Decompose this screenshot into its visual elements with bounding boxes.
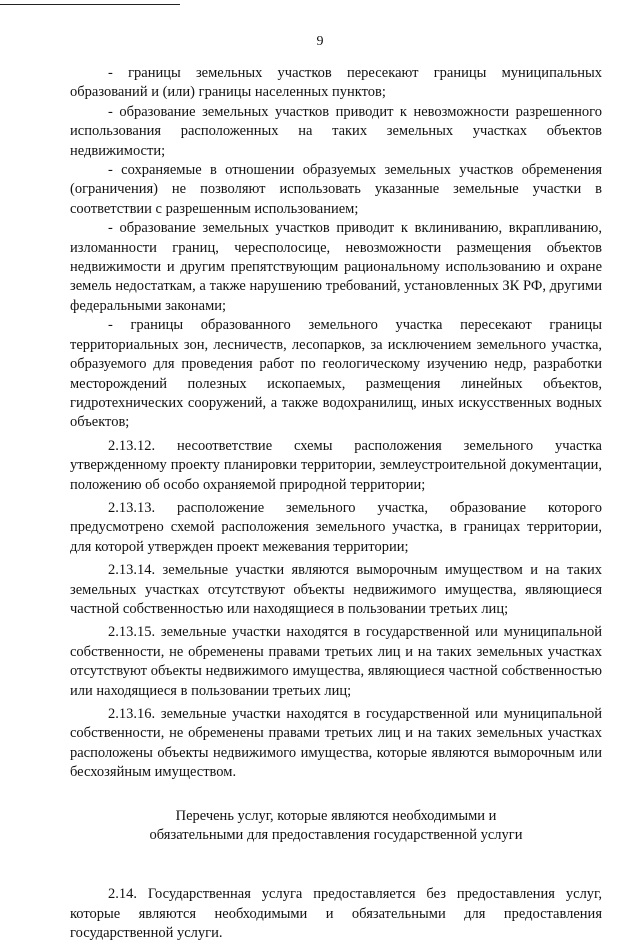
section-heading-line: обязательными для предоставления государственной услуги bbox=[149, 827, 523, 844]
paragraph: - образование земельных участков приводит к вклиниванию, вкрапливанию, изломанности границ, чересполосице, невозможности размещения объектов недвижимости и другим препятствующим рациональному использованию и охране земель недостаткам, а также нарушению требований, установленных ЗК РФ, другими федеральными законами; bbox=[70, 220, 602, 314]
document-body bbox=[70, 64, 602, 944]
paragraph: - границы образованного земельного участка пересекают границы территориальных зон, лесничеств, лесопарков, за исключением земельного участка, образуемого для проведения работ по геологическому изучению недр, разработки месторождений полезных ископаемых, размещения линейных объектов, гидротехнических сооружений, а также водохранилищ, иных искусственных водных объектов; bbox=[70, 317, 602, 431]
paragraph: 2.13.13. расположение земельного участка, образование которого предусмотрено схемой расположения земельного участка, в границах территории, для которой утвержден проект межевания территории; bbox=[70, 499, 602, 555]
paragraph: - образование земельных участков приводит к невозможности разрешенного использования расположенных на таких земельных участках объектов недвижимости; bbox=[70, 103, 602, 159]
paragraph: 2.13.14. земельные участки являются выморочным имуществом и на таких земельных участках отсутствуют объекты недвижимого имущества, являющиеся частной собственностью или находящиеся в пользовании третьих лиц; bbox=[70, 562, 602, 617]
paragraph: - границы земельных участков пересекают границы муниципальных образований и (или) границы населенных пунктов; bbox=[70, 65, 602, 101]
page-number: 9 bbox=[316, 34, 324, 49]
paragraph: 2.13.15. земельные участки находятся в государственной или муниципальной собственности, не обременены правами третьих лиц и на таких земельных участках отсутствуют объекты недвижимого имущества, являющиеся частной собственностью или находящиеся в пользовании третьих лиц; bbox=[70, 624, 602, 699]
paragraph: - сохраняемые в отношении образуемых земельных участков обременения (ограничения) не позволяют использовать указанные земельные участки в соответствии с разрешенным использованием; bbox=[70, 162, 602, 217]
top-rule bbox=[0, 4, 180, 5]
section-heading bbox=[70, 807, 602, 846]
paragraph: 2.13.12. несоответствие схемы расположения земельного участка утвержденному проекту планировки территории, землеустроительной документации, положению об особо охраняемой природной территории; bbox=[70, 437, 602, 493]
paragraph: 2.13.16. земельные участки находятся в государственной или муниципальной собственности, не обременены правами третьих лиц и на таких земельных участках расположены объекты недвижимого имущества, которые являются выморочным или бесхозяйным имуществом. bbox=[70, 706, 602, 781]
final-paragraph: 2.14. Государственная услуга предоставляется без предоставления услуг, которые являются необходимыми и обязательными для предоставления государственной услуги. bbox=[70, 886, 602, 942]
section-heading-line: Перечень услуг, которые являются необходимыми и bbox=[175, 807, 497, 824]
